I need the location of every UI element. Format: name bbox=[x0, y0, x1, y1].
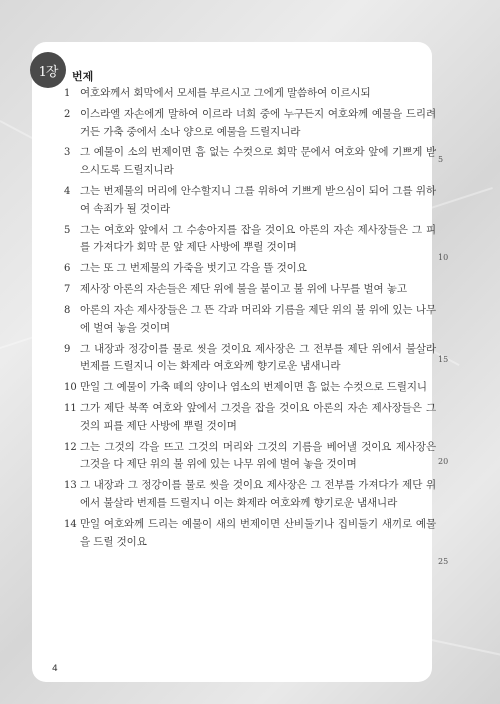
verse-text: 이스라엘 자손에게 말하여 이르라 너희 중에 누구든지 여호와께 예물을 드리려거든 가축 중에서 소나 양으로 예물을 드릴지니라 bbox=[80, 107, 436, 138]
verse-text: 그는 번제물의 머리에 안수할지니 그를 위하여 기쁘게 받으심이 되어 그를 위하여 속죄가 될 것이라 bbox=[80, 185, 436, 215]
verse-number: 5 bbox=[64, 224, 71, 236]
line-marker: 10 bbox=[438, 253, 449, 262]
verse-text: 그 내장과 정강이를 물로 씻을 것이요 제사장은 그 전부를 제단 위에서 불살라 번제를 드릴지니 이는 화제라 여호와께 향기로운 냄새니라 bbox=[80, 342, 436, 373]
verse-text: 여호와께서 회막에서 모세를 부르시고 그에게 말씀하여 이르시되 bbox=[80, 87, 371, 99]
verse-item bbox=[64, 379, 436, 397]
verse-text: 그는 여호와 앞에서 그 수송아지를 잡을 것이요 아론의 자손 제사장들은 그 피를 가져다가 회막 문 앞 제단 사방에 뿌릴 것이며 bbox=[80, 223, 436, 254]
verse-number: 14 bbox=[64, 518, 77, 530]
verse-item bbox=[64, 400, 436, 435]
verse-text: 그 내장과 그 정강이를 물로 씻을 것이요 제사장은 그 전부를 가져다가 제단 위에서 불살라 번제를 드릴지니 이는 화제라 여호와께 향기로운 냄새니라 bbox=[80, 479, 436, 510]
verse-number: 13 bbox=[64, 480, 77, 492]
verse-item bbox=[64, 302, 436, 337]
verse-number: 8 bbox=[64, 305, 71, 317]
verse-text: 그가 제단 북쪽 여호와 앞에서 그것을 잡을 것이요 아론의 자손 제사장들은 그것의 피를 제단 사방에 뿌릴 것이며 bbox=[80, 402, 436, 432]
chapter-badge: 1장 bbox=[30, 52, 66, 88]
line-marker: 15 bbox=[438, 355, 449, 364]
verse-item bbox=[64, 85, 436, 103]
verse-text: 아론의 자손 제사장들은 그 뜬 각과 머리와 기름을 제단 위의 불 위에 있는 나무에 벌여 놓을 것이며 bbox=[80, 304, 436, 334]
verse-number: 6 bbox=[64, 263, 71, 275]
verse-text: 제사장 아론의 자손들은 제단 위에 불을 붙이고 불 위에 나무를 벌여 놓고 bbox=[80, 283, 407, 296]
verse-number: 1 bbox=[64, 88, 71, 99]
verse-item bbox=[64, 183, 436, 218]
verse-number: 7 bbox=[64, 284, 71, 296]
line-marker: 25 bbox=[438, 557, 449, 566]
verse-number: 11 bbox=[64, 403, 77, 415]
verse-item bbox=[64, 222, 436, 257]
verse-item bbox=[64, 341, 436, 376]
verse-text: 만일 그 예물이 가축 떼의 양이나 염소의 번제이면 흠 없는 수컷으로 드릴지니 bbox=[80, 381, 427, 394]
verse-text: 그는 그것의 각을 뜨고 그것의 머리와 그것의 기름을 베어낼 것이요 제사장은 그것을 다 제단 위의 불 위에 있는 나무 위에 벌여 놓을 것이며 bbox=[80, 440, 436, 471]
verse-item bbox=[64, 516, 436, 551]
verse-text: 그 예물이 소의 번제이면 흠 없는 수컷으로 회막 문에서 여호와 앞에 기쁘게 받으시도록 드릴지니라 bbox=[80, 146, 436, 177]
verse-number: 4 bbox=[64, 186, 71, 198]
verse-list bbox=[64, 85, 436, 555]
verse-number: 12 bbox=[64, 441, 77, 453]
verse-item bbox=[64, 477, 436, 512]
line-marker: 20 bbox=[438, 457, 449, 466]
verse-item bbox=[64, 144, 436, 179]
verse-item bbox=[64, 260, 436, 278]
section-title: 번제 bbox=[72, 70, 94, 83]
line-marker: 5 bbox=[438, 155, 444, 164]
verse-number: 9 bbox=[64, 343, 71, 355]
verse-item bbox=[64, 439, 436, 474]
verse-item bbox=[64, 106, 436, 141]
verse-number: 2 bbox=[64, 108, 71, 120]
verse-text: 그는 또 그 번제물의 가죽을 벗기고 각을 뜰 것이요 bbox=[80, 262, 307, 275]
verse-number: 10 bbox=[64, 382, 77, 394]
verse-item bbox=[64, 281, 436, 299]
page-number: 4 bbox=[52, 664, 58, 674]
verse-text: 만일 여호와께 드리는 예물이 새의 번제이면 산비둘기나 집비둘기 새끼로 예물을 드릴 것이요 bbox=[80, 517, 436, 548]
verse-number: 3 bbox=[64, 147, 71, 159]
